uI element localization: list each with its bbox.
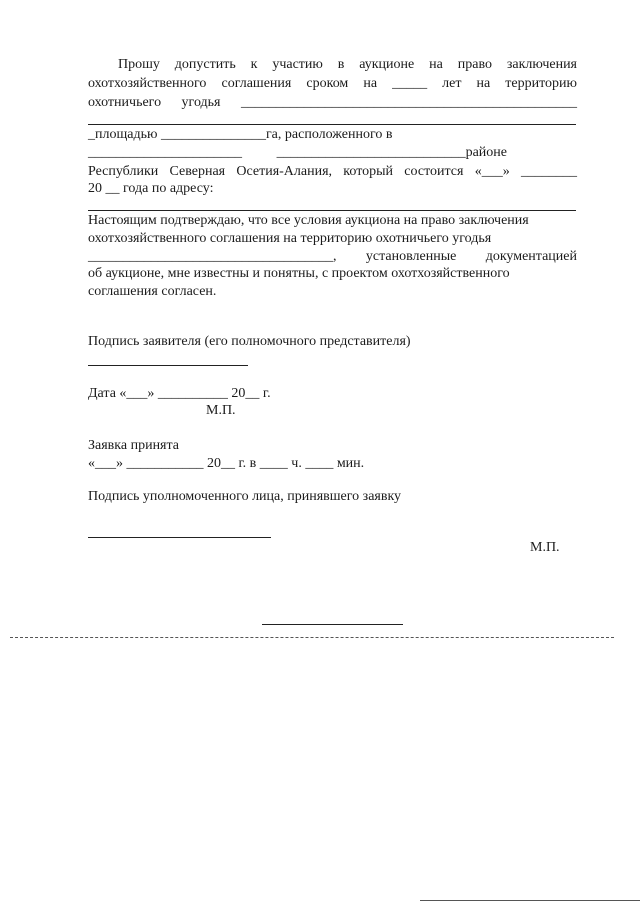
stamp-label: М.П. — [530, 540, 560, 555]
blank-line — [88, 210, 576, 211]
confirm-line-2: охотхозяйственного соглашения на территорию охотничьего угодья — [88, 231, 492, 246]
bottom-edge-line — [420, 900, 640, 901]
confirm-line-5: соглашения согласен. — [88, 284, 217, 299]
short-line — [262, 624, 403, 625]
date-line: Дата «___» __________ 20__ г. — [88, 386, 271, 401]
confirm-line-4: об аукционе, мне известны и понятны, с проектом охотхозяйственного — [88, 266, 510, 281]
authorized-signature-label: Подпись уполномоченного лица, принявшего заявку — [88, 489, 402, 504]
applicant-signature-line — [88, 365, 248, 366]
request-line-6: Республики Северная Осетия-Алания, который состоится «___» ________ — [88, 164, 577, 179]
applicant-signature-label: Подпись заявителя (его полномочного представителя) — [88, 334, 411, 349]
request-line-4: _площадью _______________га, расположенного в — [88, 127, 393, 142]
blank-line — [88, 124, 576, 125]
request-line-5: ______________________ ___________________________районе — [88, 145, 507, 160]
confirm-line-3: ___________________________________, установленные документацией — [88, 249, 577, 264]
request-line-2: охотхозяйственного соглашения сроком на _____ лет на территорию — [88, 76, 577, 91]
request-line-3: охотничьего угодья ________________________________________________ — [88, 95, 577, 110]
accepted-label: Заявка принята — [88, 438, 179, 453]
stamp-label: М.П. — [206, 403, 236, 418]
confirm-line-1: Настоящим подтверждаю, что все условия аукциона на право заключения — [88, 213, 529, 228]
request-line-1: Прошу допустить к участию в аукционе на право заключения — [118, 57, 577, 72]
accepted-datetime: «___» ___________ 20__ г. в ____ ч. ____ мин. — [88, 456, 365, 471]
page-break-line — [10, 637, 614, 638]
authorized-signature-line — [88, 537, 271, 538]
request-line-7: 20 __ года по адресу: — [88, 181, 214, 196]
